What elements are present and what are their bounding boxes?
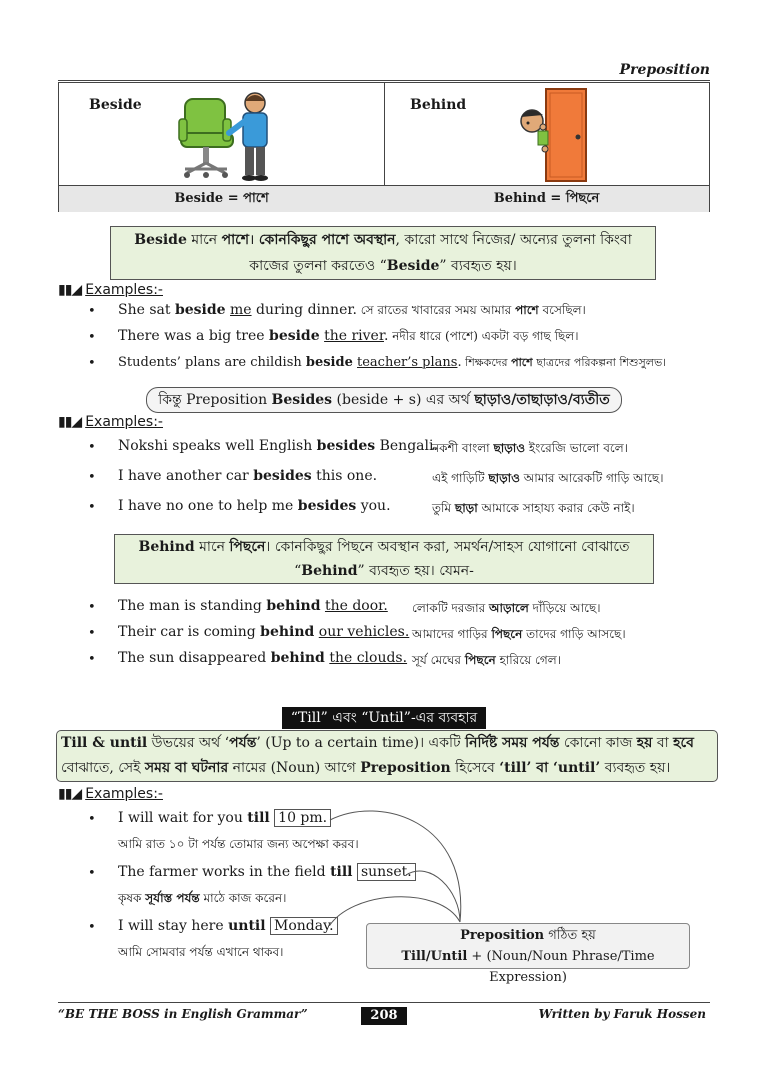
example-translation: লোকটি দরজার আড়ালে দাঁড়িয়ে আছে। bbox=[412, 601, 601, 615]
behind-word: Behind bbox=[410, 97, 467, 113]
books-icon: ▮▮◢ bbox=[58, 786, 82, 802]
def-bold: কোনকিছুর পাশে অবস্থান bbox=[258, 232, 396, 248]
beside-caption: Beside = পাশে bbox=[59, 185, 385, 212]
example-translation: আমাদের গাড়ির পিছনে তাদের গাড়ি আসছে। bbox=[412, 627, 626, 641]
beside-word: Beside bbox=[89, 97, 142, 113]
bullet: • bbox=[88, 920, 96, 935]
example-sentence: I will stay here until Monday. bbox=[118, 918, 338, 934]
example-translation: নকশী বাংলা ছাড়াও ইংরেজি ভালো বলে। bbox=[432, 441, 628, 455]
example-translation: আমি রাত ১০ টা পর্যন্ত তোমার জন্য অপেক্ষা করব। bbox=[118, 837, 359, 851]
examples-label: Examples:- bbox=[85, 786, 163, 802]
def-text: । bbox=[249, 232, 259, 248]
example-sentence: Nokshi speaks well English besides Bengali. bbox=[118, 438, 438, 454]
beside-definition-box bbox=[110, 226, 656, 280]
examples-heading bbox=[58, 786, 163, 802]
boy-behind-door-illustration bbox=[510, 87, 596, 183]
examples-label: Examples:- bbox=[85, 414, 163, 430]
beside-definition-line-1 bbox=[111, 227, 655, 253]
example-translation: এই গাড়িটি ছাড়াও আমার আরেকটি গাড়ি আছে। bbox=[432, 471, 664, 485]
behind-definition-line-1: Behind মানে পিছনে। কোনকিছুর পিছনে অবস্থান করা, সমর্থন/সাহস যোগানো বোঝাতে bbox=[138, 539, 630, 555]
formula-line-1: Preposition গঠিত হয় bbox=[460, 928, 596, 943]
term-beside: Beside bbox=[134, 232, 187, 248]
till-def-line-2: বোঝাতে, সেই সময় বা ঘটনার নামের (Noun) আগে Preposition হিসেবে ‘till’ বা ‘until’ ব্যবহৃত হয়। bbox=[61, 760, 671, 776]
bullet: • bbox=[88, 866, 96, 881]
formula-box bbox=[366, 923, 690, 985]
examples-heading bbox=[58, 282, 163, 298]
bullet: • bbox=[88, 652, 96, 667]
example-sentence: The farmer works in the field till sunset. bbox=[118, 864, 416, 880]
bullet: • bbox=[88, 500, 96, 515]
page-number: 208 bbox=[361, 1007, 407, 1025]
examples-heading bbox=[58, 414, 163, 430]
chair-and-boy-illustration bbox=[177, 89, 287, 183]
behind-definition-box bbox=[114, 534, 654, 584]
bullet: • bbox=[88, 626, 96, 641]
beside-cell bbox=[59, 83, 385, 185]
behind-definition-line-2: “Behind” ব্যবহৃত হয়। যেমন- bbox=[294, 563, 474, 579]
footer-rule bbox=[58, 1002, 710, 1003]
example-sentence: Students’ plans are childish beside teacher’s plans. শিক্ষকদের পাশে ছাত্রদের পরিকল্পনা শিশুসুলভ। bbox=[118, 355, 667, 370]
till-until-heading: “Till” এবং “Until”-এর ব্যবহার bbox=[282, 707, 486, 729]
def-text: , কারো সাথে নিজের/ অন্যের তুলনা কিংবা bbox=[395, 232, 632, 248]
def-text: ” ব্যবহৃত হয়। bbox=[439, 258, 517, 274]
formula-line-2: Till/Until + (Noun/Noun Phrase/Time Expression) bbox=[401, 949, 655, 985]
besides-note: কিন্তু Preposition Besides (beside + s) এর অর্থ ছাড়াও/তাছাড়াও/ব্যতীত bbox=[146, 387, 622, 413]
bullet: • bbox=[88, 440, 96, 455]
example-sentence: I will wait for you till 10 pm. bbox=[118, 810, 331, 826]
example-translation: তুমি ছাড়া আমাকে সাহায্য করার কেউ নাই। bbox=[432, 501, 635, 515]
def-bold: পাশে bbox=[221, 232, 250, 248]
bullet: • bbox=[88, 356, 96, 371]
examples-label: Examples:- bbox=[85, 282, 163, 298]
example-sentence: Their car is coming behind our vehicles. bbox=[118, 624, 410, 640]
example-translation: কৃষক সূর্যাস্ত পর্যন্ত মাঠে কাজ করেন। bbox=[118, 891, 287, 905]
behind-cell bbox=[384, 83, 709, 185]
connector-arrows bbox=[320, 800, 490, 926]
bullet: • bbox=[88, 600, 96, 615]
till-def-line-1: Till & until উভয়ের অর্থ ‘পর্যন্ত’ (Up to a certain time)। একটি নির্দিষ্ট সময় পর্যন্ত কোনো কাজ হয় বা হবে bbox=[61, 735, 694, 751]
books-icon: ▮▮◢ bbox=[58, 414, 82, 430]
example-sentence: The sun disappeared behind the clouds. bbox=[118, 650, 408, 666]
behind-caption: Behind = পিছনে bbox=[384, 185, 709, 212]
bullet: • bbox=[88, 330, 96, 345]
def-text: মানে bbox=[186, 232, 222, 248]
example-translation: আমি সোমবার পর্যন্ত এখানে থাকব। bbox=[118, 945, 284, 959]
beside-definition-line-2 bbox=[111, 253, 655, 279]
example-sentence: The man is standing behind the door. bbox=[118, 598, 388, 614]
bullet: • bbox=[88, 812, 96, 827]
def-text: কাজের তুলনা করতেও “ bbox=[249, 258, 387, 274]
bullet: • bbox=[88, 470, 96, 485]
example-sentence: She sat beside me during dinner. সে রাতের খাবারের সময় আমার পাশে বসেছিল। bbox=[118, 302, 586, 318]
bullet: • bbox=[88, 304, 96, 319]
page-section-title: Preposition bbox=[619, 62, 710, 78]
example-translation: সূর্য মেঘের পিছনে হারিয়ে গেল। bbox=[412, 653, 561, 667]
picture-table bbox=[58, 82, 710, 212]
books-icon: ▮▮◢ bbox=[58, 282, 82, 298]
till-until-definition-box bbox=[56, 730, 718, 782]
footer-book-title: “BE THE BOSS in English Grammar” bbox=[58, 1007, 308, 1021]
example-sentence: I have no one to help me besides you. bbox=[118, 498, 391, 514]
header-rule bbox=[58, 80, 710, 81]
footer-author: Written by Faruk Hossen bbox=[538, 1007, 706, 1021]
example-sentence: There was a big tree beside the river. নদীর ধারে (পাশে) একটা বড় গাছ ছিল। bbox=[118, 328, 579, 344]
def-bold: Beside bbox=[386, 258, 440, 274]
example-sentence: I have another car besides this one. bbox=[118, 468, 378, 484]
